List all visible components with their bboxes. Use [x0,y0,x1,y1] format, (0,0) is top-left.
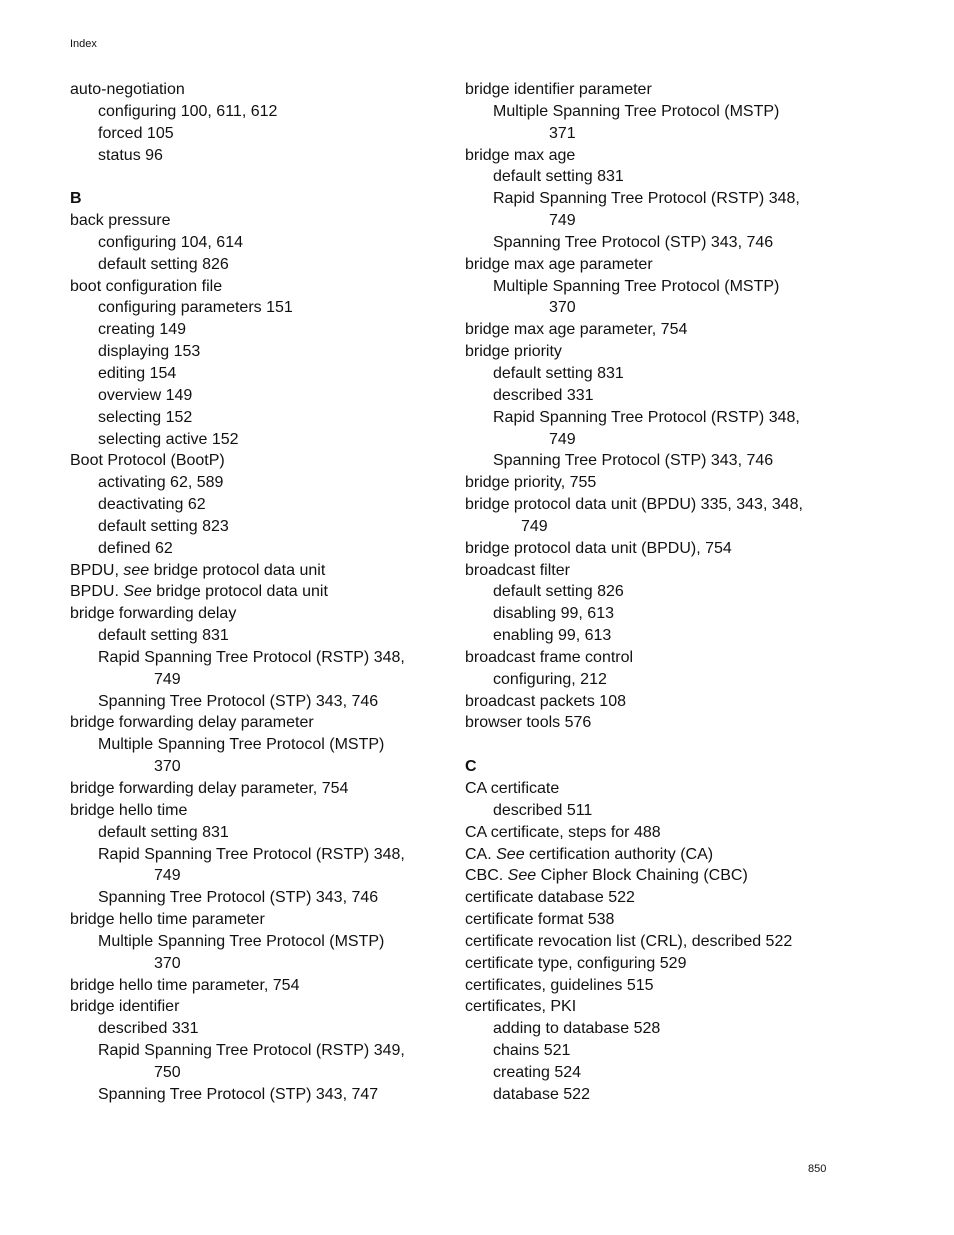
index-continuation: 749 [154,670,181,688]
index-subentry: disabling 99, 613 [493,605,614,623]
index-entry: broadcast packets 108 [465,692,626,710]
index-subentry: Spanning Tree Protocol (STP) 343, 746 [493,452,774,470]
index-entry: bridge protocol data unit (BPDU) 335, 343, 348, [465,496,803,514]
index-subentry: Rapid Spanning Tree Protocol (RSTP) 349, [98,1042,405,1060]
index-subentry: Multiple Spanning Tree Protocol (MSTP) [493,277,780,295]
index-entry: bridge hello time parameter, 754 [70,976,300,994]
index-subentry: described 331 [493,386,594,404]
index-entry: bridge identifier [70,998,180,1016]
index-subentry: Multiple Spanning Tree Protocol (MSTP) [493,102,780,120]
index-entry: bridge forwarding delay parameter, 754 [70,780,349,797]
index-subentry: enabling 99, 613 [493,627,612,645]
index-continuation: 371 [549,124,576,142]
index-subentry: Spanning Tree Protocol (STP) 343, 746 [98,692,379,710]
index-subentry: default setting 831 [493,364,624,382]
index-subentry: default setting 831 [493,168,624,186]
index-subentry: Rapid Spanning Tree Protocol (RSTP) 348, [98,845,405,863]
section-spacer [465,734,845,756]
index-entry: bridge priority [465,343,562,361]
index-subentry: Spanning Tree Protocol (STP) 343, 746 [493,233,774,251]
index-entry: CA certificate [465,780,560,797]
entry-prefix: CA. [465,845,497,863]
entry-prefix: CBC. [465,867,508,885]
index-continuation: 750 [154,1063,181,1081]
index-subentry: overview 149 [98,386,193,404]
index-subentry: Spanning Tree Protocol (STP) 343, 746 [98,889,379,907]
index-entry: certificate database 522 [465,889,635,907]
index-subentry: Rapid Spanning Tree Protocol (RSTP) 348, [493,408,800,426]
index-subentry: defined 62 [98,539,173,557]
index-subentry: editing 154 [98,364,177,382]
index-entry: certificate type, configuring 529 [465,954,687,972]
index-entry: bridge max age parameter, 754 [465,321,688,339]
index-section-letter: C [465,758,477,776]
index-subentry: forced 105 [98,124,174,142]
index-entry: Boot Protocol (BootP) [70,452,225,470]
entry-target: Cipher Block Chaining (CBC) [536,867,748,885]
index-entry: bridge max age [465,146,576,164]
entry-prefix: BPDU, [70,561,124,579]
entry-target: certification authority (CA) [524,845,714,863]
index-subentry: default setting 831 [98,823,229,841]
entry-target: bridge protocol data unit [149,561,326,579]
index-continuation: 749 [154,867,181,885]
page-number: 850 [808,1163,827,1175]
index-entry: certificate format 538 [465,911,615,929]
index-subentry: described 511 [493,801,593,819]
index-entry: broadcast frame control [465,648,634,666]
index-entry: bridge forwarding delay parameter [70,714,314,732]
section-spacer [70,166,450,188]
index-entry: bridge identifier parameter [465,81,652,98]
index-subentry: default setting 823 [98,517,229,535]
see-reference: See [123,583,152,601]
index-subentry: creating 149 [98,321,187,339]
index-entry [70,581,450,603]
index-entry: auto-negotiation [70,81,185,98]
index-entry: bridge priority, 755 [465,474,597,492]
index-subentry: Multiple Spanning Tree Protocol (MSTP) [98,736,385,754]
index-entry: certificate revocation list (CRL), described 522 [465,932,793,950]
index-subentry: selecting active 152 [98,430,239,448]
index-column-left [70,79,450,1106]
index-subentry: default setting 826 [98,255,229,273]
index-entry: boot configuration file [70,277,223,295]
index-continuation: 749 [521,517,548,535]
index-entry: certificates, PKI [465,998,577,1016]
index-column-right [465,79,845,1106]
index-subentry: configuring 104, 614 [98,233,243,251]
index-entry: bridge hello time parameter [70,911,265,929]
index-entry [465,865,845,887]
index-subentry: Multiple Spanning Tree Protocol (MSTP) [98,932,385,950]
index-subentry: Rapid Spanning Tree Protocol (RSTP) 348, [98,648,405,666]
index-subentry: adding to database 528 [493,1020,661,1038]
index-entry: bridge forwarding delay [70,605,237,623]
entry-prefix: BPDU. [70,583,124,601]
index-subentry: creating 524 [493,1063,582,1081]
index-continuation: 370 [549,299,576,317]
see-reference: See [496,845,525,863]
index-subentry: default setting 826 [493,583,624,601]
index-subentry: configuring 100, 611, 612 [98,102,278,120]
index-entry: certificates, guidelines 515 [465,976,654,994]
index-subentry: chains 521 [493,1042,571,1060]
index-subentry: deactivating 62 [98,496,206,514]
index-subentry: Spanning Tree Protocol (STP) 343, 747 [98,1085,379,1103]
index-continuation: 749 [549,212,576,230]
index-subentry: configuring, 212 [493,670,607,688]
see-reference: See [507,867,537,885]
index-entry: bridge max age parameter [465,255,653,273]
index-entry: bridge hello time [70,801,188,819]
index-section-letter: B [70,190,82,208]
index-subentry: default setting 831 [98,627,229,645]
index-subentry: described 331 [98,1020,199,1038]
index-entry: CA certificate, steps for 488 [465,823,661,841]
index-subentry: activating 62, 589 [98,474,224,492]
index-entry [70,560,450,582]
entry-target: bridge protocol data unit [151,583,328,601]
index-entry: broadcast filter [465,561,570,579]
index-continuation: 370 [154,954,181,972]
index-subentry: Rapid Spanning Tree Protocol (RSTP) 348, [493,190,800,208]
index-subentry: selecting 152 [98,408,193,426]
index-subentry: database 522 [493,1085,590,1103]
running-header: Index [70,38,97,50]
index-entry: bridge protocol data unit (BPDU), 754 [465,539,732,557]
index-continuation: 749 [549,430,576,448]
index-entry: browser tools 576 [465,714,592,732]
index-subentry: displaying 153 [98,343,201,361]
index-entry [465,844,845,866]
index-subentry: status 96 [98,146,163,164]
index-subentry: configuring parameters 151 [98,299,293,317]
index-entry: back pressure [70,212,171,230]
index-continuation: 370 [154,758,181,776]
see-reference: see [123,561,150,579]
